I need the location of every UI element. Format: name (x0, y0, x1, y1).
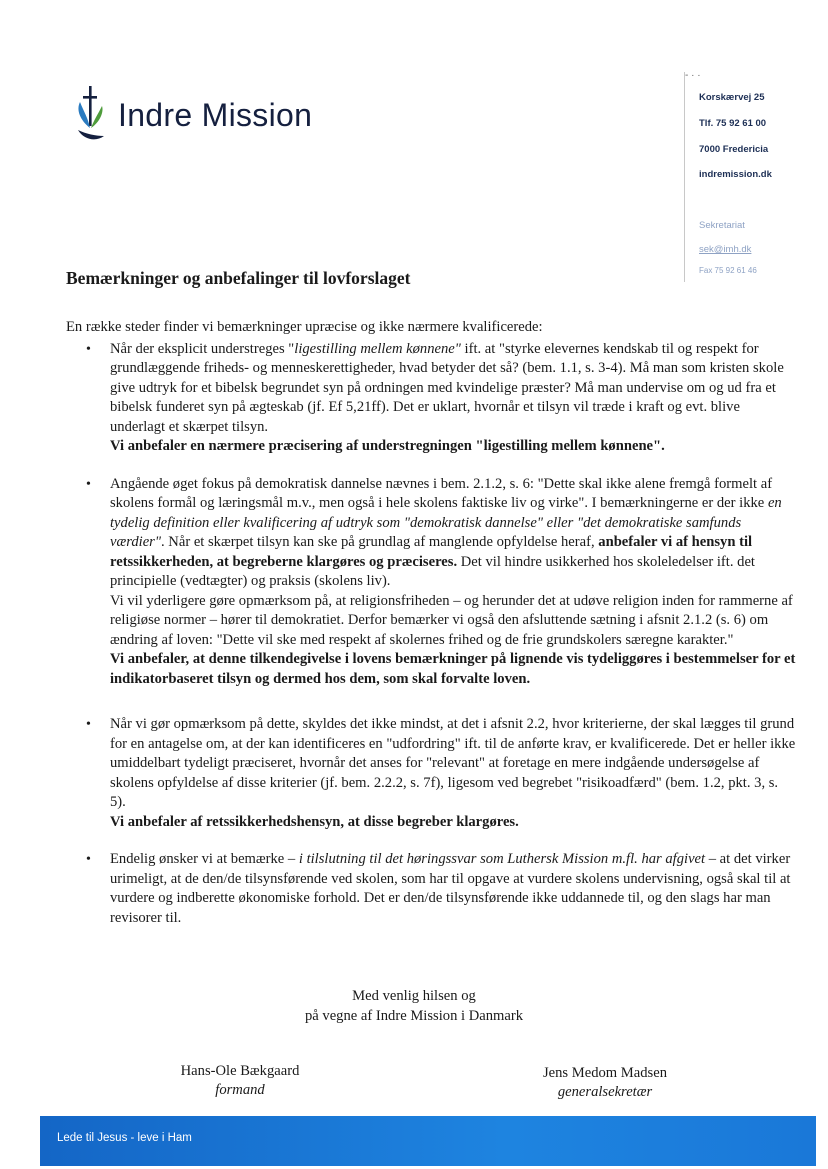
text-run: . Når et skærpet tilsyn kan ske på grundlag af manglende opfyldelse heraf, (161, 534, 599, 550)
contact-web[interactable]: indremission.dk (699, 169, 772, 180)
signer-role: generalsekretær (557, 1084, 653, 1100)
bullet-text (110, 715, 796, 832)
bullet-icon: • (86, 852, 91, 867)
document-body (66, 318, 796, 928)
footer-slogan: Lede til Jesus - leve i Ham (57, 1132, 192, 1144)
contact-city: 7000 Fredericia (699, 144, 769, 155)
logo-wordmark: Indre Mission (118, 96, 313, 133)
text-run: Det vil hindre usikkerhed hos skoleledelser ift. det principielle (vedtægter) og praksis (skolens liv). (110, 553, 755, 589)
recommendation-text: Vi anbefaler af retssikkerhedshensyn, at disse begreber klargøres. (110, 813, 519, 830)
signer-role: formand (215, 1082, 265, 1098)
contact-address: Korskærvej 25 (699, 92, 765, 103)
bold-run: anbefaler vi af hensyn til retssikkerheden, at begreberne klargøres og præciseres. (110, 534, 753, 570)
signer-name: Hans-Ole Bækgaard (180, 1063, 300, 1079)
contact-email[interactable]: sek@imh.dk (699, 244, 752, 255)
bullet-text (110, 340, 796, 457)
text-run: ift. at "styrke elevernes kendskab til og respekt for grundlæggende friheds- og menneskerettigheder, hvad betyder det så? (bem. 1.1, s. 3-4). Må man som kristen skole give udtryk for et bibelsk begrundet syn på ordningen med kvindelige præster? Må man undervise om og ud fra et bibelsk funderet syn på ægteskab (jf. Ef 5,21ff). Det er uklart, hvornår et tilsyn vil træde i kraft og evt. blive underlagt et skærpet tilsyn. (110, 340, 784, 435)
closing-greeting (0, 986, 828, 1026)
cross-leaf-icon (74, 84, 108, 146)
page-title: Bemærkninger og anbefalinger til lovforslaget (66, 268, 411, 288)
text-run: Endelig ønsker vi at bemærke – (110, 851, 299, 867)
bullet-text (110, 475, 796, 690)
recommendation-text: Vi anbefaler en nærmere præcisering af understregningen "ligestilling mellem kønnene". (110, 438, 665, 454)
bullet-icon: • (86, 717, 91, 732)
contact-phone: Tlf. 75 92 61 00 (699, 118, 767, 129)
recommendation-text: Vi anbefaler, at denne tilkendegivelse i lovens bemærkninger på lignende vis tydeliggøres i bestemmelser for et indikatorbaseret tilsyn og dermed hos dem, som skal forvalte loven. (110, 651, 796, 687)
bullet-icon: • (86, 341, 91, 357)
list-item (66, 475, 796, 690)
italic-run: en tydelig definition eller kvalificering af udtryk som "demokratisk dannelse" eller "det demokratiske samfunds værdier" (110, 495, 782, 550)
signer-name: Jens Medom Madsen (542, 1065, 668, 1081)
footer-band (40, 1116, 816, 1166)
indre-mission-logo (74, 84, 312, 146)
contact-dots: - · · (685, 70, 701, 81)
contact-block (684, 72, 815, 282)
bullet-icon: • (86, 476, 91, 492)
italic-run: i tilslutning til det høringssvar som Luthersk Mission m.fl. har afgivet (298, 851, 706, 867)
closing-line-2: på vegne af Indre Mission i Danmark (304, 1008, 524, 1024)
signature-right (520, 1064, 690, 1102)
list-item (66, 340, 796, 457)
contact-dept: Sekretariat (699, 220, 745, 231)
text-run: – at det virker urimeligt, at de den/de tilsynsførende ved skolen, som har til opgave at vurdere skolens undervisning, også skal til at vurdere og indberette økonomiske forhold. Det er den/de tilsynsførende ikke uddannede til, og den slags har man revisorer til. (110, 851, 791, 926)
italic-run: ligestilling mellem kønnene" (294, 340, 461, 357)
text-run: Når der eksplicit understreges " (110, 340, 295, 357)
contact-fax: Fax 75 92 61 46 (699, 266, 757, 275)
text-run: Angående øget fokus på demokratisk dannelse nævnes i bem. 2.1.2, s. 6: "Dette skal ikke alene fremgå formelt af skolens formål og læringsmål m.v., men også i hele skolens faktiske liv og virke". I bemærkningerne er der ikke (110, 475, 773, 511)
bullet-text (110, 850, 796, 928)
text-run: Når vi gør opmærksom på dette, skyldes det ikke mindst, at det i afsnit 2.2, hvor kriterierne, der skal lægges til grund for en antagelse om, at der kan identificeres en "udfordring" ift. til de anførte krav, er kvalificerede. Det er heller ikke umiddelbart tydeligt præciseret, hvornår det anses for "relevant" at foretage en mere indgående undersøgelse af skolens opfyldelse af disse kriterier (jf. bem. 2.2.2, s. 7f), ligesom ved begrebet "risikoadfærd" (bem. 1.2, pkt. 3, s. 5). (110, 716, 796, 810)
text-run: Vi vil yderligere gøre opmærksom på, at religionsfriheden – og herunder det at udøve religion inden for rammerne af religiøse normer – hører til demokratiet. Derfor bemærker vi også den afsluttende sætning i afsnit 2.1.2 (s. 6) om ændring af loven: "Dette vil ske med respekt af skolernes frihed og de frie grundskolers særegne karakter." (110, 592, 793, 648)
list-item (66, 850, 796, 928)
list-item (66, 715, 796, 832)
signature-left (160, 1062, 320, 1100)
closing-line-1: Med venlig hilsen og (352, 988, 476, 1004)
intro-paragraph: En række steder finder vi bemærkninger upræcise og ikke nærmere kvalificerede: (66, 319, 543, 335)
